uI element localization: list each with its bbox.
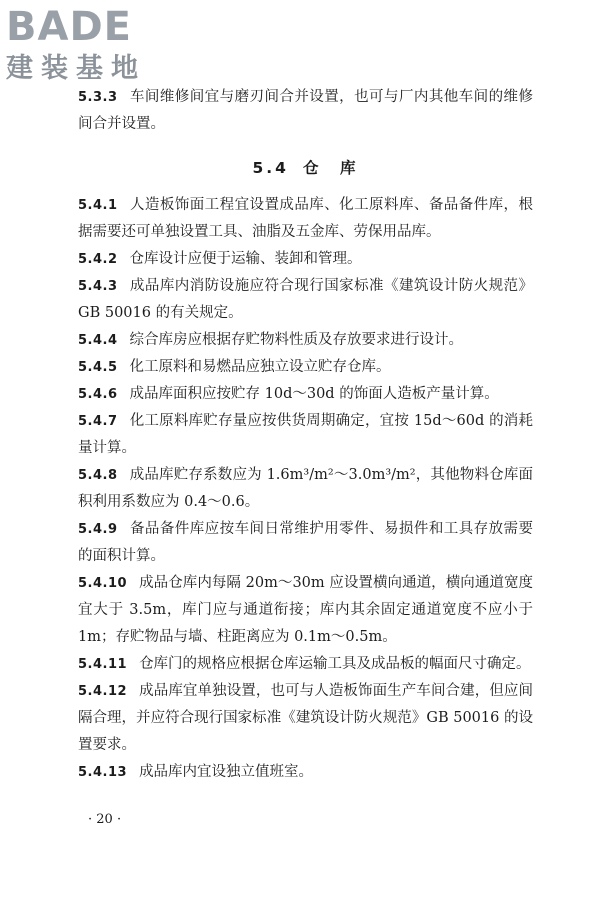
clause-text: 成品库面积应按贮存 10d～30d 的饰面人造板产量计算。	[129, 386, 499, 402]
clause-5-4-10	[78, 570, 533, 651]
clause-text: 成品库内消防设施应符合现行国家标准《建筑设计防火规范》GB 50016 的有关规定。	[78, 278, 533, 321]
clause-number: 5.4.10	[78, 576, 128, 591]
clause-5-4-4	[78, 327, 533, 354]
page-number: · 20 ·	[88, 812, 122, 827]
section-number: 5.4	[252, 159, 289, 177]
clause-text: 综合库房应根据存贮物料性质及存放要求进行设计。	[129, 332, 464, 348]
clause-5-4-9	[78, 516, 533, 570]
clause-text: 仓库设计应便于运输、装卸和管理。	[129, 251, 362, 267]
clause-number: 5.4.4	[78, 333, 118, 348]
clause-text: 成品库宜单独设置，也可与人造板饰面生产车间合建，但应间隔合理，并应符合现行国家标准《建筑设计防火规范》GB 50016 的设置要求。	[78, 683, 533, 753]
clause-number: 5.4.12	[78, 684, 128, 699]
clause-5-4-13	[78, 759, 533, 786]
clause-text: 仓库门的规格应根据仓库运输工具及成品板的幅面尺寸确定。	[139, 656, 531, 672]
clause-number: 5.3.3	[78, 90, 118, 105]
document-body	[78, 84, 533, 786]
clause-text: 人造板饰面工程宜设置成品库、化工原料库、备品备件库，根据需要还可单独设置工具、油脂及五金库、劳保用品库。	[78, 197, 533, 240]
logo-watermark	[6, 4, 176, 90]
clause-5-4-11	[78, 651, 533, 678]
clause-5-3-3	[78, 84, 533, 138]
clause-5-4-3	[78, 273, 533, 327]
clause-text: 成品库内宜设独立值班室。	[139, 764, 314, 780]
clause-5-4-2	[78, 246, 533, 273]
clause-5-4-12	[78, 678, 533, 759]
clause-number: 5.4.7	[78, 414, 118, 429]
section-title: 仓 库	[302, 159, 359, 177]
clause-number: 5.4.2	[78, 252, 118, 267]
clause-text: 成品仓库内每隔 20m～30m 应设置横向通道，横向通道宽度宜大于 3.5m，库门应与通道衔接；库内其余固定通道宽度不应小于 1m；存贮物品与墙、柱距离应为 0.1m～0.5m。	[78, 575, 533, 645]
clause-5-4-6	[78, 381, 533, 408]
clause-number: 5.4.13	[78, 765, 128, 780]
clause-number: 5.4.6	[78, 387, 118, 402]
clause-5-4-7	[78, 408, 533, 462]
clause-number: 5.4.9	[78, 522, 118, 537]
clause-5-4-5	[78, 354, 533, 381]
clause-number: 5.4.5	[78, 360, 118, 375]
clause-text: 备品备件库应按车间日常维护用零件、易损件和工具存放需要的面积计算。	[78, 521, 533, 564]
logo-text-bottom: 建装基地	[6, 53, 146, 84]
clause-text: 化工原料和易燃品应独立设立贮存仓库。	[129, 359, 391, 375]
clause-5-4-8	[78, 462, 533, 516]
clause-number: 5.4.3	[78, 279, 118, 294]
clause-number: 5.4.1	[78, 198, 118, 213]
clause-number: 5.4.11	[78, 657, 128, 672]
clause-text: 车间维修间宜与磨刃间合并设置，也可与厂内其他车间的维修间合并设置。	[78, 89, 533, 132]
clause-number: 5.4.8	[78, 468, 118, 483]
clause-text: 化工原料库贮存量应按供货周期确定，宜按 15d～60d 的消耗量计算。	[78, 413, 533, 456]
clause-5-4-1	[78, 192, 533, 246]
clause-text: 成品库贮存系数应为 1.6m³/m²～3.0m³/m²，其他物料仓库面积利用系数应为 0.4～0.6。	[78, 467, 533, 510]
section-heading	[78, 156, 533, 178]
logo-text-top: BADE	[6, 4, 132, 50]
